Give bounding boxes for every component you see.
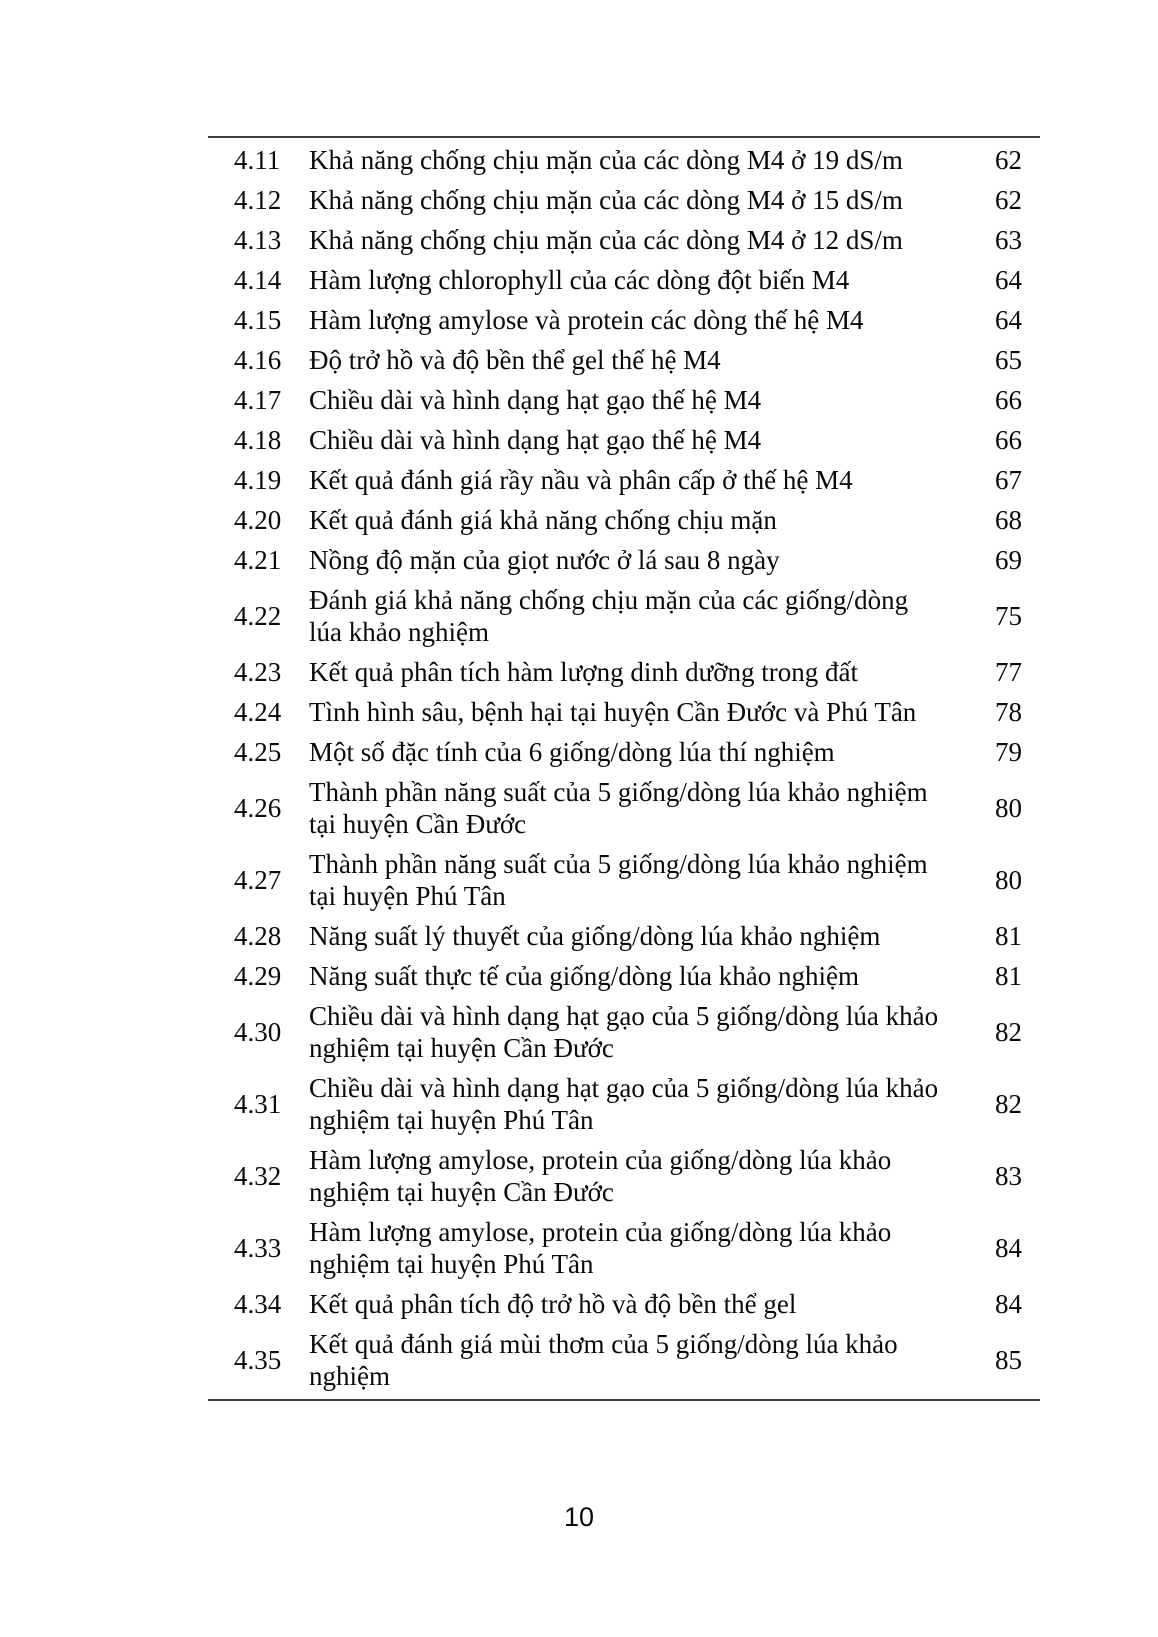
table-entry-page-ref: 81 [995, 921, 1022, 951]
table-entry-page-ref: 68 [995, 505, 1022, 535]
table-entry-page-ref: 64 [995, 265, 1022, 295]
table-entry-title: Một số đặc tính của 6 giống/dòng lúa thí nghiệm [309, 737, 835, 767]
table-entry-number: 4.16 [234, 345, 282, 375]
table-entry-title: Hàm lượng amylose và protein các dòng thế hệ M4 [309, 305, 864, 335]
table-entry-title: Kết quả đánh giá rầy nầu và phân cấp ở thế hệ M4 [309, 465, 853, 495]
table-row [208, 260, 1040, 300]
table-entry-number: 4.24 [234, 697, 282, 727]
table-entry-page-ref: 78 [995, 697, 1022, 727]
table-row [208, 220, 1040, 260]
table-entry-title: Kết quả phân tích hàm lượng dinh dưỡng trong đất [309, 657, 858, 687]
table-entry-number: 4.31 [234, 1089, 282, 1119]
table-entry-page-ref: 80 [995, 865, 1022, 895]
table-row [208, 300, 1040, 340]
table-row [208, 420, 1040, 460]
page-number: 10 [563, 1502, 595, 1532]
table-entry-title: Hàm lượng amylose, protein của giống/dòng lúa khảo nghiệm tại huyện Phú Tân [309, 1217, 892, 1279]
table-entry-title: Kết quả đánh giá khả năng chống chịu mặn [309, 505, 777, 535]
table-entry-number: 4.19 [234, 465, 282, 495]
table-entry-page-ref: 75 [995, 601, 1022, 631]
table-entry-title: Khả năng chống chịu mặn của các dòng M4 ở 12 dS/m [309, 225, 903, 255]
table-entry-number: 4.18 [234, 425, 282, 455]
table-row [208, 580, 1040, 652]
table-entry-number: 4.32 [234, 1161, 282, 1191]
table-entry-title: Chiều dài và hình dạng hạt gạo của 5 giống/dòng lúa khảo nghiệm tại huyện Cần Đước [309, 1001, 939, 1063]
table-entry-title: Tình hình sâu, bệnh hại tại huyện Cần Đước và Phú Tân [309, 697, 917, 727]
table-entry-page-ref: 62 [995, 145, 1022, 175]
table-entry-title: Năng suất thực tế của giống/dòng lúa khảo nghiệm [309, 961, 860, 991]
table-entry-page-ref: 66 [995, 385, 1022, 415]
table-entry-page-ref: 64 [995, 305, 1022, 335]
table-entry-title: Chiều dài và hình dạng hạt gạo của 5 giống/dòng lúa khảo nghiệm tại huyện Phú Tân [309, 1073, 939, 1135]
table-entry-number: 4.33 [234, 1233, 282, 1263]
table-row [208, 692, 1040, 732]
table-entry-number: 4.34 [234, 1289, 282, 1319]
table-entry-number: 4.27 [234, 865, 282, 895]
table-entry-number: 4.26 [234, 793, 282, 823]
table-row [208, 540, 1040, 580]
table-entry-page-ref: 81 [995, 961, 1022, 991]
table-entry-title: Thành phần năng suất của 5 giống/dòng lúa khảo nghiệm tại huyện Cần Đước [309, 777, 928, 839]
table-row [208, 1140, 1040, 1212]
table-row [208, 1324, 1040, 1396]
table-entry-title: Chiều dài và hình dạng hạt gạo thế hệ M4 [309, 425, 762, 455]
table-entry-title: Hàm lượng chlorophyll của các dòng đột biến M4 [309, 265, 850, 295]
table-row [208, 844, 1040, 916]
table-entry-title: Chiều dài và hình dạng hạt gạo thế hệ M4 [309, 385, 762, 415]
table-row [208, 956, 1040, 996]
list-of-tables [208, 136, 1040, 1401]
table-entry-title: Năng suất lý thuyết của giống/dòng lúa khảo nghiệm [309, 921, 881, 951]
table-entry-page-ref: 82 [995, 1017, 1022, 1047]
table-entry-page-ref: 82 [995, 1089, 1022, 1119]
table-entry-title: Đánh giá khả năng chống chịu mặn của các giống/dòng lúa khảo nghiệm [309, 585, 909, 647]
table-entry-number: 4.22 [234, 601, 282, 631]
table-entry-title: Khả năng chống chịu mặn của các dòng M4 ở 19 dS/m [309, 145, 903, 175]
table-entry-title: Kết quả đánh giá mùi thơm của 5 giống/dòng lúa khảo nghiệm [309, 1329, 898, 1391]
table-entry-number: 4.25 [234, 737, 282, 767]
table-entry-page-ref: 83 [995, 1161, 1022, 1191]
table-entry-number: 4.11 [234, 145, 281, 175]
table-row [208, 1212, 1040, 1284]
table-row [208, 460, 1040, 500]
table-entry-page-ref: 84 [995, 1233, 1022, 1263]
table-entry-page-ref: 69 [995, 545, 1022, 575]
table-entry-title: Độ trở hồ và độ bền thể gel thế hệ M4 [309, 345, 721, 375]
table-entry-page-ref: 79 [995, 737, 1022, 767]
table-row [208, 140, 1040, 180]
table-entry-number: 4.14 [234, 265, 282, 295]
table-row [208, 180, 1040, 220]
table-entry-page-ref: 65 [995, 345, 1022, 375]
table-entry-page-ref: 85 [995, 1345, 1022, 1375]
table-entry-page-ref: 63 [995, 225, 1022, 255]
table-row [208, 996, 1040, 1068]
table-entry-page-ref: 84 [995, 1289, 1022, 1319]
table-entry-number: 4.30 [234, 1017, 282, 1047]
table-entry-number: 4.28 [234, 921, 282, 951]
table-entry-number: 4.29 [234, 961, 282, 991]
table-entry-number: 4.23 [234, 657, 282, 687]
table-entry-page-ref: 80 [995, 793, 1022, 823]
table-entry-title: Nồng độ mặn của giọt nước ở lá sau 8 ngày [309, 545, 780, 575]
table-row [208, 340, 1040, 380]
table-row [208, 732, 1040, 772]
table-entry-title: Khả năng chống chịu mặn của các dòng M4 ở 15 dS/m [309, 185, 903, 215]
table-entry-number: 4.17 [234, 385, 282, 415]
table-entry-number: 4.12 [234, 185, 282, 215]
table-row [208, 500, 1040, 540]
table-entry-page-ref: 66 [995, 425, 1022, 455]
table-row [208, 1068, 1040, 1140]
table-entry-page-ref: 77 [995, 657, 1022, 687]
table-entry-number: 4.21 [234, 545, 282, 575]
table-entry-title: Kết quả phân tích độ trở hồ và độ bền thể gel [309, 1289, 797, 1319]
table-row [208, 916, 1040, 956]
table-entry-title: Hàm lượng amylose, protein của giống/dòng lúa khảo nghiệm tại huyện Cần Đước [309, 1145, 892, 1207]
table-entry-page-ref: 67 [995, 465, 1022, 495]
table-entry-number: 4.15 [234, 305, 282, 335]
table-row [208, 1284, 1040, 1324]
table-entry-page-ref: 62 [995, 185, 1022, 215]
table-entry-number: 4.13 [234, 225, 282, 255]
table-entry-number: 4.20 [234, 505, 282, 535]
table-row [208, 652, 1040, 692]
table-entry-number: 4.35 [234, 1345, 282, 1375]
table-entry-title: Thành phần năng suất của 5 giống/dòng lúa khảo nghiệm tại huyện Phú Tân [309, 849, 928, 911]
table-row [208, 380, 1040, 420]
table-row [208, 772, 1040, 844]
